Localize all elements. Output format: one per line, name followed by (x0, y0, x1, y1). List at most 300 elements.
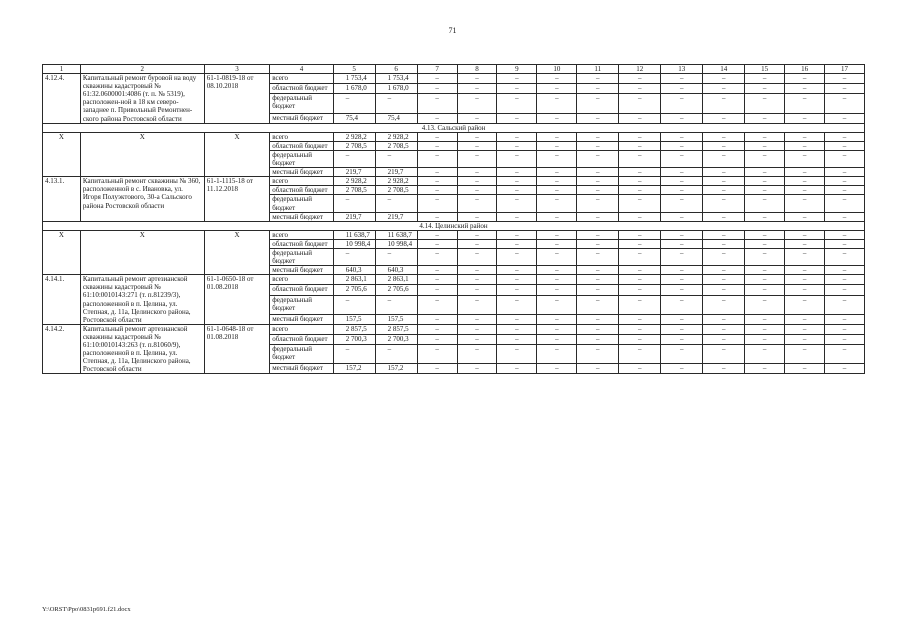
empty-value-dash: – (537, 239, 577, 248)
empty-value-dash: – (537, 324, 577, 334)
empty-value-dash: – (661, 195, 703, 212)
amount-col5-cell: – (333, 248, 375, 265)
column-numbers-row (43, 65, 865, 74)
empty-value-dash: – (417, 345, 457, 364)
empty-value-dash: – (457, 275, 497, 285)
empty-value-dash: – (577, 334, 619, 344)
amount-col6-cell: 2 928,2 (375, 132, 417, 141)
empty-value-dash: – (417, 295, 457, 314)
empty-value-dash: – (577, 285, 619, 295)
empty-value-dash: – (785, 186, 825, 195)
empty-value-dash: – (785, 132, 825, 141)
empty-value-dash: – (745, 266, 785, 275)
empty-value-dash: – (785, 266, 825, 275)
empty-value-dash: – (619, 266, 661, 275)
empty-value-dash: – (577, 150, 619, 167)
empty-value-dash: – (703, 239, 745, 248)
empty-value-dash: – (825, 212, 865, 221)
amount-col6-cell: – (375, 150, 417, 167)
empty-value-dash: – (577, 295, 619, 314)
empty-value-dash: – (661, 74, 703, 84)
empty-value-dash: – (497, 248, 537, 265)
table-row (43, 177, 865, 186)
empty-value-dash: – (457, 345, 497, 364)
empty-value-dash: – (457, 285, 497, 295)
empty-value-dash: – (497, 186, 537, 195)
empty-value-dash: – (537, 364, 577, 374)
amount-col5-cell: 157,5 (333, 314, 375, 324)
empty-value-dash: – (457, 84, 497, 94)
amount-col6-cell: 219,7 (375, 168, 417, 177)
funding-source-cell: федеральный бюджет (270, 345, 333, 364)
header-col-17: 17 (825, 65, 865, 74)
empty-value-dash: – (457, 314, 497, 324)
funding-source-cell: областной бюджет (270, 334, 333, 344)
empty-value-dash: – (497, 177, 537, 186)
funding-source-cell: федеральный бюджет (270, 94, 333, 113)
empty-value-dash: – (619, 168, 661, 177)
empty-value-dash: – (497, 324, 537, 334)
empty-value-dash: – (785, 113, 825, 123)
empty-value-dash: – (457, 141, 497, 150)
empty-value-dash: – (785, 334, 825, 344)
empty-value-dash: – (785, 275, 825, 285)
empty-value-dash: – (745, 141, 785, 150)
empty-value-dash: – (619, 74, 661, 84)
empty-value-dash: – (703, 113, 745, 123)
empty-value-dash: – (745, 150, 785, 167)
empty-value-dash: – (537, 84, 577, 94)
empty-value-dash: – (417, 150, 457, 167)
header-col-7: 7 (417, 65, 457, 74)
empty-value-dash: – (497, 94, 537, 113)
empty-value-dash: – (661, 212, 703, 221)
empty-value-dash: – (457, 94, 497, 113)
empty-value-dash: – (457, 195, 497, 212)
empty-value-dash: – (417, 364, 457, 374)
header-col-10: 10 (537, 65, 577, 74)
funding-source-cell: местный бюджет (270, 212, 333, 221)
empty-value-dash: – (661, 364, 703, 374)
empty-value-dash: – (703, 84, 745, 94)
empty-value-dash: – (619, 94, 661, 113)
empty-value-dash: – (825, 230, 865, 239)
empty-value-dash: – (417, 177, 457, 186)
empty-value-dash: – (661, 285, 703, 295)
empty-value-dash: – (661, 177, 703, 186)
amount-col5-cell: 157,2 (333, 364, 375, 374)
item-number-cell: 4.14.1. (43, 275, 81, 325)
empty-value-dash: – (537, 248, 577, 265)
table-row (43, 275, 865, 285)
header-col-3: 3 (204, 65, 270, 74)
amount-col6-cell: 2 863,1 (375, 275, 417, 285)
footer-file-path: Y:\ORST\Ppo\0831p691.f21.docx (42, 606, 131, 613)
empty-value-dash: – (703, 314, 745, 324)
empty-value-dash: – (745, 195, 785, 212)
empty-value-dash: – (745, 84, 785, 94)
amount-col6-cell: – (375, 295, 417, 314)
empty-value-dash: – (785, 324, 825, 334)
empty-value-dash: – (745, 177, 785, 186)
empty-value-dash: – (619, 239, 661, 248)
empty-value-dash: – (825, 177, 865, 186)
page-number: 71 (448, 26, 457, 35)
amount-col5-cell: – (333, 94, 375, 113)
total-mark-cell: Х (43, 230, 81, 274)
empty-value-dash: – (417, 84, 457, 94)
empty-value-dash: – (457, 266, 497, 275)
document-number-cell: 61-1-0650-18 от 01.08.2018 (204, 275, 270, 325)
amount-col6-cell: 75,4 (375, 113, 417, 123)
empty-value-dash: – (417, 334, 457, 344)
funding-source-cell: всего (270, 275, 333, 285)
empty-value-dash: – (619, 113, 661, 123)
header-col-14: 14 (703, 65, 745, 74)
empty-value-dash: – (825, 141, 865, 150)
amount-col6-cell: 2 705,6 (375, 285, 417, 295)
empty-value-dash: – (745, 345, 785, 364)
empty-value-dash: – (497, 266, 537, 275)
empty-value-dash: – (703, 212, 745, 221)
empty-value-dash: – (497, 113, 537, 123)
amount-col5-cell: 2 708,5 (333, 141, 375, 150)
empty-value-dash: – (661, 324, 703, 334)
funding-source-cell: всего (270, 132, 333, 141)
empty-value-dash: – (417, 266, 457, 275)
empty-value-dash: – (825, 239, 865, 248)
empty-value-dash: – (417, 212, 457, 221)
empty-value-dash: – (417, 113, 457, 123)
section-row (43, 123, 865, 132)
amount-col5-cell: 219,7 (333, 212, 375, 221)
empty-value-dash: – (537, 275, 577, 285)
empty-value-dash: – (497, 364, 537, 374)
empty-value-dash: – (745, 212, 785, 221)
total-mark-cell: Х (80, 132, 204, 176)
funding-source-cell: всего (270, 177, 333, 186)
funding-source-cell: федеральный бюджет (270, 150, 333, 167)
amount-col6-cell: 2 700,3 (375, 334, 417, 344)
empty-value-dash: – (825, 150, 865, 167)
empty-value-dash: – (785, 295, 825, 314)
funding-source-cell: федеральный бюджет (270, 195, 333, 212)
empty-value-dash: – (745, 248, 785, 265)
empty-value-dash: – (745, 285, 785, 295)
empty-value-dash: – (703, 195, 745, 212)
empty-value-dash: – (661, 141, 703, 150)
empty-value-dash: – (497, 295, 537, 314)
empty-value-dash: – (661, 150, 703, 167)
empty-value-dash: – (497, 132, 537, 141)
empty-value-dash: – (417, 275, 457, 285)
amount-col6-cell: 157,5 (375, 314, 417, 324)
empty-value-dash: – (785, 150, 825, 167)
empty-value-dash: – (417, 230, 457, 239)
empty-value-dash: – (619, 132, 661, 141)
object-name-cell: Капитальный ремонт артезианской скважины кадастровый № 61:10:0010143:263 (т. п.81060/9), расположенной в п. Целина, ул. Степная, д. 11а, Целинского района, Ростовской области (80, 324, 204, 374)
empty-value-dash: – (703, 334, 745, 344)
empty-value-dash: – (745, 314, 785, 324)
empty-value-dash: – (703, 345, 745, 364)
empty-value-dash: – (785, 364, 825, 374)
empty-value-dash: – (577, 324, 619, 334)
amount-col6-cell: – (375, 345, 417, 364)
empty-value-dash: – (497, 212, 537, 221)
empty-value-dash: – (457, 334, 497, 344)
empty-value-dash: – (661, 84, 703, 94)
empty-value-dash: – (457, 177, 497, 186)
amount-col6-cell: – (375, 248, 417, 265)
amount-col6-cell: 2 928,2 (375, 177, 417, 186)
empty-value-dash: – (825, 248, 865, 265)
total-mark-cell: Х (80, 230, 204, 274)
empty-value-dash: – (703, 295, 745, 314)
empty-value-dash: – (497, 334, 537, 344)
empty-value-dash: – (497, 74, 537, 84)
empty-value-dash: – (537, 141, 577, 150)
empty-value-dash: – (577, 113, 619, 123)
empty-value-dash: – (577, 141, 619, 150)
funding-source-cell: федеральный бюджет (270, 248, 333, 265)
empty-value-dash: – (825, 266, 865, 275)
funding-source-cell: местный бюджет (270, 168, 333, 177)
empty-value-dash: – (619, 324, 661, 334)
amount-col6-cell: 640,3 (375, 266, 417, 275)
empty-value-dash: – (661, 275, 703, 285)
empty-value-dash: – (785, 168, 825, 177)
empty-value-dash: – (785, 141, 825, 150)
empty-value-dash: – (619, 212, 661, 221)
empty-value-dash: – (537, 314, 577, 324)
empty-value-dash: – (745, 334, 785, 344)
empty-value-dash: – (825, 285, 865, 295)
empty-value-dash: – (537, 113, 577, 123)
header-col-2: 2 (80, 65, 204, 74)
empty-value-dash: – (661, 113, 703, 123)
empty-value-dash: – (417, 285, 457, 295)
empty-value-dash: – (577, 248, 619, 265)
empty-value-dash: – (497, 150, 537, 167)
empty-value-dash: – (457, 212, 497, 221)
empty-value-dash: – (785, 248, 825, 265)
document-number-cell: 61-1-0648-18 от 01.08.2018 (204, 324, 270, 374)
empty-value-dash: – (825, 334, 865, 344)
amount-col5-cell: 2 863,1 (333, 275, 375, 285)
empty-value-dash: – (417, 195, 457, 212)
empty-value-dash: – (577, 364, 619, 374)
empty-value-dash: – (537, 266, 577, 275)
empty-value-dash: – (537, 195, 577, 212)
empty-value-dash: – (825, 94, 865, 113)
funding-source-cell: областной бюджет (270, 239, 333, 248)
empty-value-dash: – (745, 168, 785, 177)
empty-value-dash: – (577, 186, 619, 195)
empty-value-dash: – (745, 186, 785, 195)
funding-source-cell: всего (270, 230, 333, 239)
empty-value-dash: – (577, 94, 619, 113)
funding-source-cell: местный бюджет (270, 113, 333, 123)
empty-value-dash: – (785, 230, 825, 239)
empty-value-dash: – (497, 285, 537, 295)
empty-value-dash: – (785, 285, 825, 295)
empty-value-dash: – (457, 248, 497, 265)
empty-value-dash: – (745, 94, 785, 113)
header-col-13: 13 (661, 65, 703, 74)
empty-value-dash: – (661, 186, 703, 195)
empty-value-dash: – (703, 364, 745, 374)
funding-source-cell: всего (270, 74, 333, 84)
empty-value-dash: – (457, 295, 497, 314)
amount-col6-cell: 2 857,5 (375, 324, 417, 334)
empty-value-dash: – (825, 195, 865, 212)
empty-value-dash: – (537, 230, 577, 239)
empty-value-dash: – (417, 186, 457, 195)
amount-col5-cell: 11 638,7 (333, 230, 375, 239)
empty-value-dash: – (661, 230, 703, 239)
item-number-cell: 4.13.1. (43, 177, 81, 221)
table-row (43, 74, 865, 84)
empty-value-dash: – (703, 94, 745, 113)
empty-value-dash: – (619, 150, 661, 167)
section-row (43, 221, 865, 230)
header-col-8: 8 (457, 65, 497, 74)
total-mark-cell: Х (204, 230, 270, 274)
empty-value-dash: – (457, 150, 497, 167)
amount-col6-cell: 1 678,0 (375, 84, 417, 94)
empty-value-dash: – (457, 113, 497, 123)
empty-value-dash: – (825, 324, 865, 334)
empty-value-dash: – (619, 345, 661, 364)
empty-value-dash: – (703, 230, 745, 239)
object-name-cell: Капитальный ремонт скважины № 360, расположенной в с. Ивановка, ул. Игоря Полуэктового, 30-а Сальского района Ростовской области (80, 177, 204, 221)
empty-value-dash: – (417, 248, 457, 265)
amount-col5-cell: 2 700,3 (333, 334, 375, 344)
empty-value-dash: – (619, 248, 661, 265)
funding-source-cell: областной бюджет (270, 141, 333, 150)
empty-value-dash: – (785, 94, 825, 113)
funding-source-cell: местный бюджет (270, 364, 333, 374)
empty-value-dash: – (457, 230, 497, 239)
empty-value-dash: – (417, 74, 457, 84)
empty-value-dash: – (661, 248, 703, 265)
amount-col5-cell: 2 857,5 (333, 324, 375, 334)
empty-value-dash: – (703, 74, 745, 84)
empty-value-dash: – (661, 345, 703, 364)
empty-value-dash: – (619, 295, 661, 314)
empty-value-dash: – (745, 364, 785, 374)
empty-value-dash: – (417, 94, 457, 113)
header-col-1: 1 (43, 65, 81, 74)
empty-value-dash: – (825, 314, 865, 324)
funding-source-cell: областной бюджет (270, 285, 333, 295)
empty-value-dash: – (457, 364, 497, 374)
empty-value-dash: – (537, 285, 577, 295)
empty-value-dash: – (537, 132, 577, 141)
empty-value-dash: – (537, 334, 577, 344)
amount-col6-cell: – (375, 94, 417, 113)
amount-col5-cell: 2 708,5 (333, 186, 375, 195)
funding-source-cell: областной бюджет (270, 84, 333, 94)
empty-value-dash: – (577, 212, 619, 221)
amount-col5-cell: 75,4 (333, 113, 375, 123)
empty-value-dash: – (497, 230, 537, 239)
amount-col6-cell: – (375, 195, 417, 212)
amount-col5-cell: 2 705,6 (333, 285, 375, 295)
empty-value-dash: – (537, 177, 577, 186)
amount-col5-cell: 1 753,4 (333, 74, 375, 84)
empty-value-dash: – (825, 168, 865, 177)
empty-value-dash: – (745, 275, 785, 285)
empty-value-dash: – (785, 345, 825, 364)
empty-value-dash: – (577, 230, 619, 239)
table-row (43, 230, 865, 239)
empty-value-dash: – (537, 94, 577, 113)
item-number-cell: 4.14.2. (43, 324, 81, 374)
empty-value-dash: – (703, 177, 745, 186)
empty-value-dash: – (785, 239, 825, 248)
amount-col5-cell: – (333, 195, 375, 212)
empty-value-dash: – (457, 168, 497, 177)
empty-value-dash: – (619, 141, 661, 150)
empty-value-dash: – (577, 275, 619, 285)
empty-value-dash: – (785, 84, 825, 94)
funding-source-cell: местный бюджет (270, 314, 333, 324)
amount-col5-cell: – (333, 150, 375, 167)
empty-value-dash: – (785, 195, 825, 212)
empty-value-dash: – (497, 345, 537, 364)
empty-value-dash: – (703, 186, 745, 195)
section-title: 4.13. Сальский район (43, 123, 865, 132)
empty-value-dash: – (577, 345, 619, 364)
amount-col6-cell: 2 708,5 (375, 186, 417, 195)
funding-source-cell: федеральный бюджет (270, 295, 333, 314)
empty-value-dash: – (703, 150, 745, 167)
empty-value-dash: – (745, 74, 785, 84)
object-name-cell: Капитальный ремонт буровой на воду скважины кадастровый № 61:32.0600001:4086 (т. п. № 5319), расположен-ной в 18 км северо-западнее п. Привольный Ремонтнен-ского района Ростовской области (80, 74, 204, 124)
empty-value-dash: – (825, 74, 865, 84)
table-row (43, 132, 865, 141)
table-row (43, 324, 865, 334)
budget-table (42, 64, 865, 374)
empty-value-dash: – (825, 275, 865, 285)
table-body (43, 74, 865, 374)
empty-value-dash: – (661, 314, 703, 324)
empty-value-dash: – (619, 334, 661, 344)
empty-value-dash: – (497, 314, 537, 324)
empty-value-dash: – (703, 285, 745, 295)
empty-value-dash: – (457, 74, 497, 84)
empty-value-dash: – (825, 295, 865, 314)
empty-value-dash: – (577, 132, 619, 141)
empty-value-dash: – (417, 141, 457, 150)
empty-value-dash: – (825, 364, 865, 374)
empty-value-dash: – (661, 94, 703, 113)
empty-value-dash: – (703, 141, 745, 150)
empty-value-dash: – (703, 275, 745, 285)
funding-source-cell: всего (270, 324, 333, 334)
amount-col6-cell: 1 753,4 (375, 74, 417, 84)
object-name-cell: Капитальный ремонт артезианской скважины кадастровый № 61:10:0010143:271 (т. п.81239/3), расположенной в п. Целина, ул. Степная, д. 11а, Целинского района, Ростовской области (80, 275, 204, 325)
empty-value-dash: – (825, 132, 865, 141)
empty-value-dash: – (619, 314, 661, 324)
empty-value-dash: – (619, 177, 661, 186)
empty-value-dash: – (745, 113, 785, 123)
empty-value-dash: – (497, 168, 537, 177)
empty-value-dash: – (785, 177, 825, 186)
document-number-cell: 61-1-0819-18 от 08.10.2018 (204, 74, 270, 124)
header-col-12: 12 (619, 65, 661, 74)
